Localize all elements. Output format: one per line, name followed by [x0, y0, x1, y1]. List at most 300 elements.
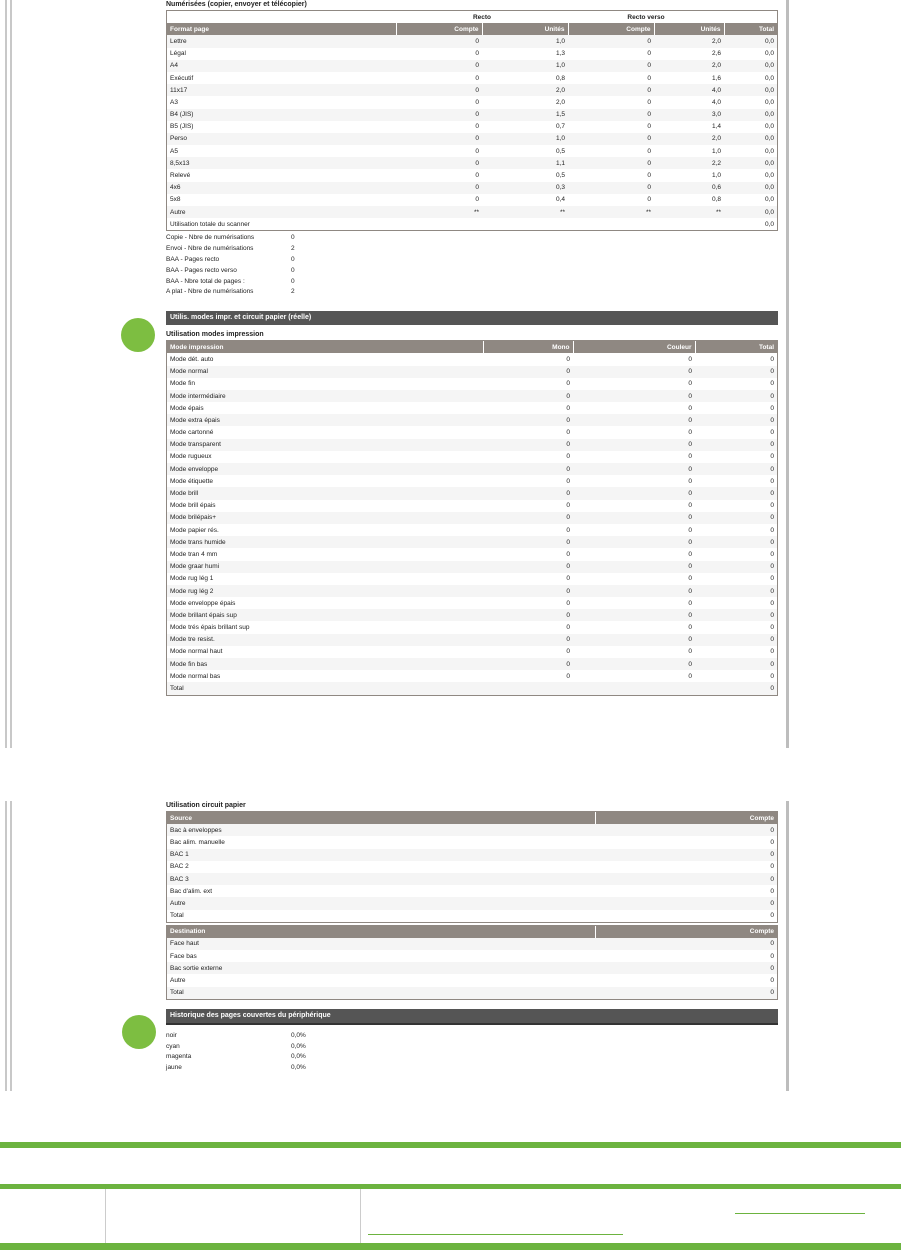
stat-row [166, 266, 778, 277]
table-row [167, 182, 777, 194]
table-cell: 0 [573, 378, 695, 390]
table-cell: 0 [483, 353, 573, 365]
row-label: B5 (JIS) [167, 121, 396, 133]
table-cell: 0 [595, 824, 777, 836]
table-cell: 0 [573, 402, 695, 414]
table-row [167, 60, 777, 72]
table-cell: 0 [573, 487, 695, 499]
table-cell: 0 [396, 194, 482, 206]
table-cell: 0 [568, 194, 654, 206]
stat-label: Copie - Nbre de numérisations [166, 234, 255, 242]
table-cell: 0,4 [482, 194, 568, 206]
table-cell: 0 [573, 609, 695, 621]
frame-border-left-inner [10, 801, 12, 1091]
column-header: Total [695, 341, 777, 353]
table-cell: 0 [595, 987, 777, 999]
table-cell: 0 [573, 353, 695, 365]
modes-total-label: Total [167, 682, 695, 694]
group-header-recto-verso: Recto verso [568, 11, 724, 23]
table-row [167, 536, 777, 548]
table-cell: 0 [573, 634, 695, 646]
table-cell: 2,0 [482, 96, 568, 108]
table-cell: 1,6 [654, 72, 724, 84]
table-cell: 0 [573, 500, 695, 512]
table-row [167, 353, 777, 365]
table-cell: 0 [396, 169, 482, 181]
footer-link-underline[interactable] [368, 1234, 623, 1235]
coverage-color-label: cyan [166, 1042, 180, 1050]
table-row [167, 366, 777, 378]
table-cell: 0 [483, 487, 573, 499]
table-cell: 0 [573, 390, 695, 402]
row-label: Mode brill épais [167, 500, 483, 512]
table-row [167, 414, 777, 426]
frame-border-right [786, 801, 789, 1091]
table-cell: 0 [396, 133, 482, 145]
table-cell: 2,2 [654, 157, 724, 169]
table-cell: 0 [695, 646, 777, 658]
table-cell: 0 [695, 536, 777, 548]
stat-value: 0 [291, 234, 295, 242]
row-label: Mode tre resist. [167, 634, 483, 646]
scan-total-row [167, 218, 777, 230]
table-row [167, 378, 777, 390]
row-label: Mode brilépais+ [167, 512, 483, 524]
table-cell: 0 [695, 512, 777, 524]
table-row [167, 836, 777, 848]
row-label: Mode intermédiaire [167, 390, 483, 402]
table-cell: 0 [695, 463, 777, 475]
table-cell: 0 [595, 897, 777, 909]
table-row [167, 84, 777, 96]
table-cell: 0 [568, 157, 654, 169]
stat-label: BAA - Pages recto [166, 255, 220, 263]
column-header: Unités [654, 23, 724, 35]
table-cell: 0 [695, 585, 777, 597]
table-cell: 2,0 [654, 60, 724, 72]
table-cell: 0 [483, 621, 573, 633]
column-header: Format page [167, 23, 396, 35]
table-row [167, 402, 777, 414]
table-cell: 0 [568, 48, 654, 60]
row-label: A4 [167, 60, 396, 72]
table-cell: 1,3 [482, 48, 568, 60]
callout-marker [121, 318, 155, 352]
modes-total-value: 0 [695, 682, 777, 694]
table-cell: 1,5 [482, 109, 568, 121]
table-cell: 0 [573, 512, 695, 524]
table-row [167, 206, 777, 218]
table-cell: 0 [396, 182, 482, 194]
table-cell: 0 [695, 621, 777, 633]
row-label: Mode rug lég 1 [167, 573, 483, 585]
coverage-color-label: noir [166, 1031, 177, 1039]
table-cell: 0,0 [724, 60, 777, 72]
table-cell: 0,5 [482, 169, 568, 181]
table-cell: 0 [695, 475, 777, 487]
frame-border-left [5, 801, 7, 1091]
table-cell: 0 [483, 390, 573, 402]
row-label: B4 (JIS) [167, 109, 396, 121]
table-cell: 0 [483, 585, 573, 597]
table-row [167, 121, 777, 133]
table-row [167, 873, 777, 885]
table-row [167, 824, 777, 836]
table-row [167, 500, 777, 512]
modes-table-box [166, 340, 778, 695]
row-label: Mode enveloppe épais [167, 597, 483, 609]
row-label: Mode trés épais brillant sup [167, 621, 483, 633]
table-row [167, 463, 777, 475]
table-cell: 0 [396, 84, 482, 96]
table-cell: 1,0 [482, 60, 568, 72]
table-cell: 0 [483, 670, 573, 682]
table-cell: 0,3 [482, 182, 568, 194]
row-label: Mode trans humide [167, 536, 483, 548]
paper-caption: Utilisation circuit papier [166, 802, 246, 809]
table-row [167, 646, 777, 658]
row-label: Autre [167, 897, 595, 909]
table-cell: 0 [568, 121, 654, 133]
stat-label: Envoi - Nbre de numérisations [166, 245, 254, 253]
table-cell: 2,0 [482, 84, 568, 96]
footer-rule-top [0, 1142, 901, 1148]
table-row [167, 634, 777, 646]
table-cell: 0 [396, 60, 482, 72]
table-cell: 0 [568, 109, 654, 121]
table-cell: 1,0 [654, 145, 724, 157]
table-cell: 0 [695, 378, 777, 390]
row-label: Mode fin [167, 378, 483, 390]
coverage-value: 0,0% [291, 1042, 306, 1050]
table-cell: 0 [595, 962, 777, 974]
table-cell: 2,0 [654, 35, 724, 47]
row-label: Mode transparent [167, 439, 483, 451]
row-label: Bac à enveloppes [167, 824, 595, 836]
row-label: Relevé [167, 169, 396, 181]
stat-row [166, 233, 778, 244]
section-header-modes: Utilis. modes impr. et circuit papier (réelle) [166, 311, 778, 325]
table-row [167, 157, 777, 169]
row-label: A3 [167, 96, 396, 108]
table-cell: 0,8 [654, 194, 724, 206]
table-cell: 1,0 [482, 35, 568, 47]
dest-header-row [167, 926, 777, 938]
table-cell: 0 [695, 439, 777, 451]
table-row [167, 48, 777, 60]
screenshot-panel-bottom [0, 801, 790, 1091]
table-row [167, 96, 777, 108]
footer-rule-bottom [0, 1243, 901, 1250]
table-cell: 0 [483, 597, 573, 609]
table-cell: 0 [483, 512, 573, 524]
table-cell: 0 [573, 585, 695, 597]
table-cell: 0,0 [724, 182, 777, 194]
stat-value: 2 [291, 245, 295, 253]
table-cell: 0 [483, 524, 573, 536]
table-cell: ** [568, 206, 654, 218]
table-cell: 0 [573, 366, 695, 378]
table-cell: 0 [396, 109, 482, 121]
stat-row [166, 244, 778, 255]
table-row [167, 597, 777, 609]
table-cell: 0 [595, 910, 777, 922]
stat-value: 0 [291, 266, 295, 274]
column-header: Mono [483, 341, 573, 353]
table-cell: 0 [595, 974, 777, 986]
table-cell: 0,0 [724, 109, 777, 121]
row-label: 4x6 [167, 182, 396, 194]
table-cell: 0 [573, 597, 695, 609]
table-cell: 0 [396, 72, 482, 84]
table-cell: 0 [568, 169, 654, 181]
table-cell: 0 [573, 561, 695, 573]
scan-table [167, 11, 777, 230]
row-label: Légal [167, 48, 396, 60]
table-cell: 0,7 [482, 121, 568, 133]
table-cell: 0 [573, 548, 695, 560]
stat-value: 2 [291, 288, 295, 296]
table-row [167, 950, 777, 962]
table-cell: 0 [695, 426, 777, 438]
table-cell: 0 [695, 390, 777, 402]
row-label: Bac sortie externe [167, 962, 595, 974]
row-label: Mode dét. auto [167, 353, 483, 365]
row-label: Face bas [167, 950, 595, 962]
stat-label: BAA - Nbre total de pages : [166, 277, 245, 285]
table-row [167, 426, 777, 438]
table-row [167, 561, 777, 573]
table-cell: 0 [573, 475, 695, 487]
table-cell: 0 [483, 646, 573, 658]
coverage-value: 0,0% [291, 1031, 306, 1039]
row-label: A5 [167, 145, 396, 157]
callout-marker [122, 1015, 156, 1049]
table-cell: 0 [396, 145, 482, 157]
table-row [167, 439, 777, 451]
table-row [167, 861, 777, 873]
coverage-value: 0,0% [291, 1064, 306, 1072]
row-label: 8,5x13 [167, 157, 396, 169]
table-cell: 0 [695, 573, 777, 585]
table-cell: 0 [573, 426, 695, 438]
table-cell: 0 [483, 402, 573, 414]
stat-value: 0 [291, 277, 295, 285]
table-cell: 0 [573, 414, 695, 426]
table-cell: 0 [396, 48, 482, 60]
table-row [167, 585, 777, 597]
table-cell: 0,0 [724, 206, 777, 218]
table-cell: 0 [695, 561, 777, 573]
modes-header-row [167, 341, 777, 353]
table-cell: 0 [568, 35, 654, 47]
table-cell: 0 [568, 60, 654, 72]
table-cell: 0 [483, 366, 573, 378]
table-cell: 0,0 [724, 145, 777, 157]
frame-border-left [5, 0, 7, 748]
column-header: Compte [595, 812, 777, 824]
coverage-color-label: magenta [166, 1053, 192, 1061]
table-row [167, 910, 777, 922]
table-cell: 0 [483, 536, 573, 548]
row-label: BAC 1 [167, 849, 595, 861]
row-label: Mode rugueux [167, 451, 483, 463]
column-header: Destination [167, 926, 595, 938]
row-label: Autre [167, 206, 396, 218]
table-cell: 0 [595, 836, 777, 848]
row-label: Total [167, 910, 595, 922]
table-cell: 0 [483, 500, 573, 512]
table-cell: 0 [573, 451, 695, 463]
row-label: Total [167, 987, 595, 999]
table-cell: 0 [483, 463, 573, 475]
table-cell: 0,0 [724, 157, 777, 169]
footer-link-underline[interactable] [735, 1213, 865, 1214]
table-cell: 0 [396, 157, 482, 169]
scan-table-box [166, 10, 778, 231]
table-row [167, 670, 777, 682]
row-label: Mode épais [167, 402, 483, 414]
table-cell: 0,0 [724, 72, 777, 84]
table-cell: 0,0 [724, 84, 777, 96]
row-label: Perso [167, 133, 396, 145]
column-header: Couleur [573, 341, 695, 353]
table-cell: 1,0 [482, 133, 568, 145]
table-row [167, 133, 777, 145]
table-cell: 0,6 [654, 182, 724, 194]
table-cell: 0 [695, 670, 777, 682]
row-label: Mode étiquette [167, 475, 483, 487]
row-label: 5x8 [167, 194, 396, 206]
table-cell: 0 [573, 463, 695, 475]
table-cell: 1,4 [654, 121, 724, 133]
footer-rule-middle [0, 1184, 901, 1189]
table-row [167, 475, 777, 487]
table-row [167, 35, 777, 47]
table-cell: ** [654, 206, 724, 218]
section-header-history: Historique des pages couvertes du périphérique [166, 1009, 778, 1023]
row-label: Mode graar humi [167, 561, 483, 573]
frame-border-right [786, 0, 789, 748]
table-cell: 0 [695, 402, 777, 414]
table-cell: 4,0 [654, 84, 724, 96]
table-cell: 0 [396, 96, 482, 108]
table-cell: 0 [483, 634, 573, 646]
table-row [167, 169, 777, 181]
table-row [167, 897, 777, 909]
column-header: Compte [568, 23, 654, 35]
row-label: BAC 3 [167, 873, 595, 885]
table-cell: 0 [695, 366, 777, 378]
stat-label: A plat - Nbre de numérisations [166, 288, 254, 296]
table-cell: 0 [573, 670, 695, 682]
row-label: 11x17 [167, 84, 396, 96]
table-row [167, 548, 777, 560]
table-row [167, 962, 777, 974]
coverage-value: 0,0% [291, 1053, 306, 1061]
table-cell: 0,0 [724, 48, 777, 60]
source-header-row [167, 812, 777, 824]
row-label: Bac alim. manuelle [167, 836, 595, 848]
table-row [167, 524, 777, 536]
table-cell: 0 [568, 84, 654, 96]
column-header: Source [167, 812, 595, 824]
table-cell: 0,5 [482, 145, 568, 157]
table-row [167, 658, 777, 670]
footer-column-divider [360, 1189, 361, 1243]
scan-total-label: Utilisation totale du scanner [167, 218, 724, 230]
table-cell: 0 [573, 524, 695, 536]
table-row [167, 609, 777, 621]
table-cell: 0,0 [724, 169, 777, 181]
column-header: Compte [396, 23, 482, 35]
table-row [167, 145, 777, 157]
column-header: Unités [482, 23, 568, 35]
table-cell: 0 [483, 609, 573, 621]
table-cell: 0 [483, 548, 573, 560]
row-label: Bac d'alim. ext [167, 885, 595, 897]
table-cell: 0 [695, 634, 777, 646]
row-label: Mode fin bas [167, 658, 483, 670]
table-row [167, 573, 777, 585]
table-cell: 2,0 [654, 133, 724, 145]
table-cell: 0,0 [724, 96, 777, 108]
footer-column-divider [105, 1189, 106, 1243]
dest-table-box [166, 925, 778, 1000]
table-cell: 0 [595, 885, 777, 897]
table-cell: 0 [483, 414, 573, 426]
table-row [167, 885, 777, 897]
table-row [167, 512, 777, 524]
row-label: Mode papier rés. [167, 524, 483, 536]
scan-header-row [167, 23, 777, 35]
table-row [167, 938, 777, 950]
row-label: Mode brillant épais sup [167, 609, 483, 621]
table-row [167, 849, 777, 861]
table-cell: 0 [568, 145, 654, 157]
coverage-color-label: jaune [166, 1064, 182, 1072]
coverage-row [166, 1052, 778, 1063]
table-cell: 0,0 [724, 194, 777, 206]
table-cell: 0 [568, 182, 654, 194]
table-row [167, 974, 777, 986]
table-cell: 0 [595, 938, 777, 950]
scan-caption: Numérisées (copier, envoyer et télécopier) [166, 1, 307, 8]
table-cell: 0 [573, 439, 695, 451]
table-cell: 4,0 [654, 96, 724, 108]
modes-table [167, 341, 777, 694]
row-label: Mode normal [167, 366, 483, 378]
row-label: Lettre [167, 35, 396, 47]
table-cell: ** [482, 206, 568, 218]
row-label: Mode enveloppe [167, 463, 483, 475]
frame-border-left-inner [10, 0, 12, 748]
stat-row [166, 277, 778, 288]
table-cell: 0 [573, 646, 695, 658]
table-cell: 0 [573, 536, 695, 548]
row-label: Mode extra épais [167, 414, 483, 426]
table-cell: 1,0 [654, 169, 724, 181]
table-cell: 1,1 [482, 157, 568, 169]
stat-value: 0 [291, 255, 295, 263]
group-header-recto: Recto [396, 11, 568, 23]
table-cell: 0 [396, 35, 482, 47]
table-cell: 0 [695, 524, 777, 536]
table-cell: 0 [573, 621, 695, 633]
table-cell: 0 [568, 72, 654, 84]
table-cell: 0,0 [724, 35, 777, 47]
table-cell: 0 [483, 573, 573, 585]
